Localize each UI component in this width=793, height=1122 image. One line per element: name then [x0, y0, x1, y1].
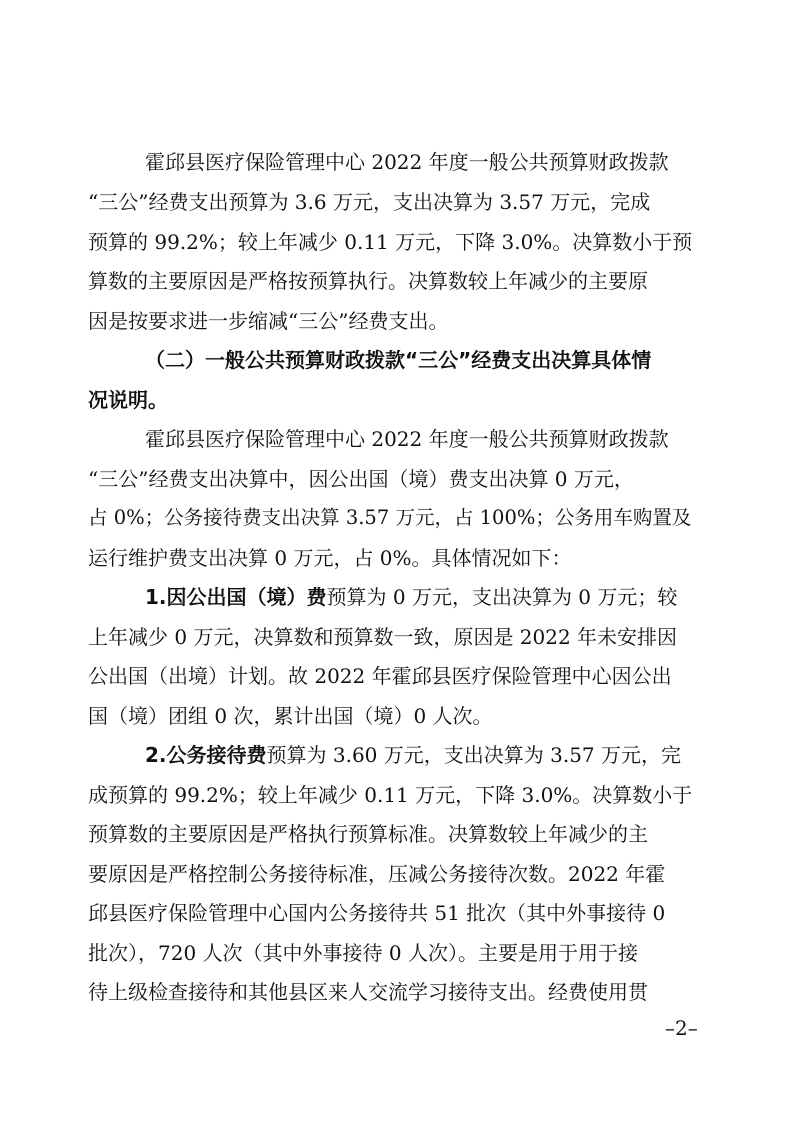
- paragraph-2-line-1: 霍邱县医疗保险管理中心 2022 年度一般公共预算财政拨款: [145, 427, 669, 451]
- paragraph-1-line-1: 霍邱县医疗保险管理中心 2022 年度一般公共预算财政拨款: [145, 150, 669, 174]
- page-number: –2–: [665, 1016, 698, 1040]
- item-2-line-6: 批次），720 人次（其中外事接待 0 人次）。主要是用于用于接: [88, 941, 638, 965]
- paragraph-2-line-4: 运行维护费支出决算 0 万元，占 0%。具体情况如下：: [88, 546, 572, 570]
- item-1-lead: 1.因公出国（境）费: [145, 585, 327, 609]
- paragraph-1-line-5: 因是按要求进一步缩减“三公”经费支出。: [88, 309, 449, 333]
- item-1-first-rest: 预算为 0 万元，支出决算为 0 万元；较: [326, 585, 678, 609]
- item-1-line-2: 上年减少 0 万元，决算数和预算数一致，原因是 2022 年未安排因: [88, 625, 678, 649]
- paragraph-1-line-4: 算数的主要原因是严格按预算执行。决算数较上年减少的主要原: [88, 269, 648, 293]
- item-2-line-4: 要原因是严格控制公务接待标准，压减公务接待次数。2022 年霍: [88, 862, 666, 886]
- item-2-line-3: 预算数的主要原因是严格执行预算标准。决算数较上年减少的主: [88, 822, 648, 846]
- paragraph-1-line-3: 预算的 99.2%；较上年减少 0.11 万元，下降 3.0%。决算数小于预: [88, 230, 693, 254]
- paragraph-1-line-2: “三公”经费支出预算为 3.6 万元，支出决算为 3.57 万元，完成: [88, 190, 651, 214]
- item-1-line-4: 国（境）团组 0 次，累计出国（境）0 人次。: [88, 704, 493, 728]
- item-2-first-rest: 预算为 3.60 万元，支出决算为 3.57 万元，完: [266, 743, 682, 767]
- section-heading-line-1: （二）一般公共预算财政拨款“三公”经费支出决算具体情: [145, 348, 652, 372]
- section-heading-line-2: 况说明。: [88, 388, 168, 412]
- item-1-line-1: [145, 580, 677, 614]
- paragraph-2-line-3: 占 0%；公务接待费支出决算 3.57 万元，占 100%；公务用车购置及: [88, 506, 692, 529]
- item-1-line-3: 公出国（出境）计划。故 2022 年霍邱县医疗保险管理中心因公出: [88, 664, 672, 688]
- item-2-line-2: 成预算的 99.2%；较上年减少 0.11 万元，下降 3.0%。决算数小于: [88, 783, 693, 807]
- paragraph-2-line-2: “三公”经费支出决算中，因公出国（境）费支出决算 0 万元，: [88, 467, 634, 491]
- item-2-lead: 2.公务接待费: [145, 743, 267, 767]
- item-2-line-7: 待上级检查接待和其他县区来人交流学习接待支出。经费使用贯: [88, 980, 648, 1004]
- item-2-line-5: 邱县医疗保险管理中心国内公务接待共 51 批次（其中外事接待 0: [88, 901, 666, 925]
- item-2-line-1: [145, 738, 681, 772]
